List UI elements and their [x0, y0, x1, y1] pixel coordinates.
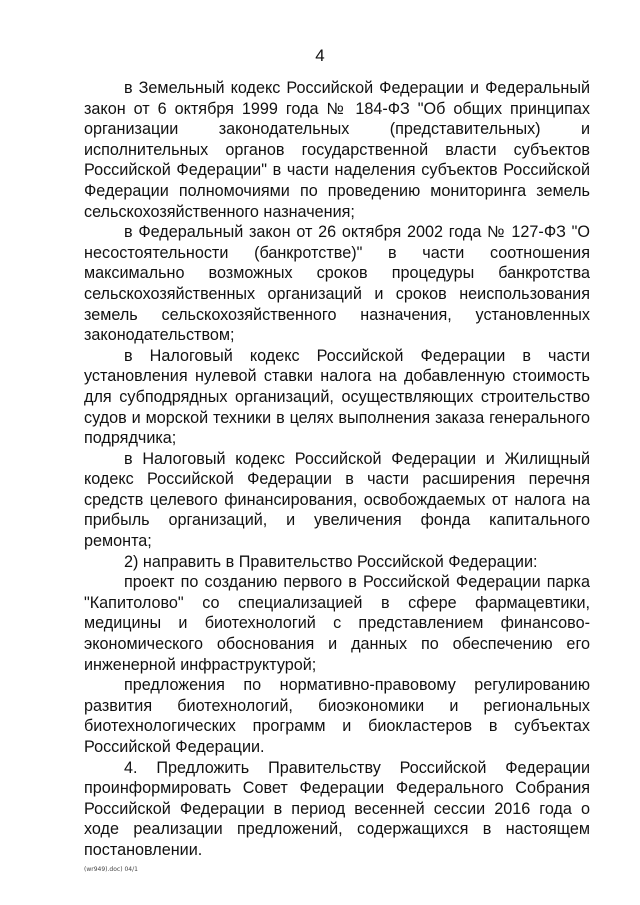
paragraph-tax-code-vat: в Налоговый кодекс Российской Федерации в части установления нулевой ставки налога на добавленную стоимость для субподрядных организаций, осуществляющих строительство судов и морской техники в целях выполнения заказа генерального подрядчика; [84, 346, 590, 448]
paragraph-propose-government: 4. Предложить Правительству Российской Федерации проинформировать Совет Федерации Федерального Собрания Российской Федерации в период весенней сессии 2016 года о ходе реализации предложений, содержащихся в настоящем постановлении. [84, 758, 590, 859]
paragraph-biotech-regulation: предложения по нормативно-правовому регулированию развития биотехнологий, биоэкономики и региональных биотехнологических программ и биокластеров в субъектах Российской Федерации. [84, 676, 590, 756]
paragraph-kapitolovo-project: проект по созданию первого в Российской Федерации парка "Капитолово" со специализацией в сфере фармацевтики, медицины и биотехнологий с представлением финансово-экономического обоснования и данных по обеспечению его инженерной инфраструктурой; [84, 573, 590, 674]
document-body [84, 78, 590, 861]
footer-file-code: (wr949).doc) 04/1 [84, 866, 138, 873]
paragraph-tax-housing-code: в Налоговый кодекс Российской Федерации и Жилищный кодекс Российской Федерации в части расширения перечня средств целевого финансирования, освобождаемых от налога на прибыль организаций, и увеличения фонда капитального ремонта; [84, 449, 590, 551]
paragraph-send-to-government: 2) направить в Правительство Российской Федерации: [124, 552, 538, 571]
paragraph-bankruptcy-law: в Федеральный закон от 26 октября 2002 года № 127-ФЗ "О несостоятельности (банкротстве)" в части соотношения максимально возможных сроков процедуры банкротства сельскохозяйственных организаций и сроков неиспользования земель сельскохозяйственного назначения, установленных законодательством; [84, 223, 590, 345]
page-number: 4 [315, 46, 325, 65]
paragraph-land-code: в Земельный кодекс Российской Федерации и Федеральный закон от 6 октября 1999 года № 184-ФЗ "Об общих принципах организации законодательных (представительных) и исполнительных органов государственной власти субъектов Российской Федерации" в части наделения субъектов Российской Федерации полномочиями по проведению мониторинга земель сельскохозяйственного назначения; [84, 79, 590, 221]
